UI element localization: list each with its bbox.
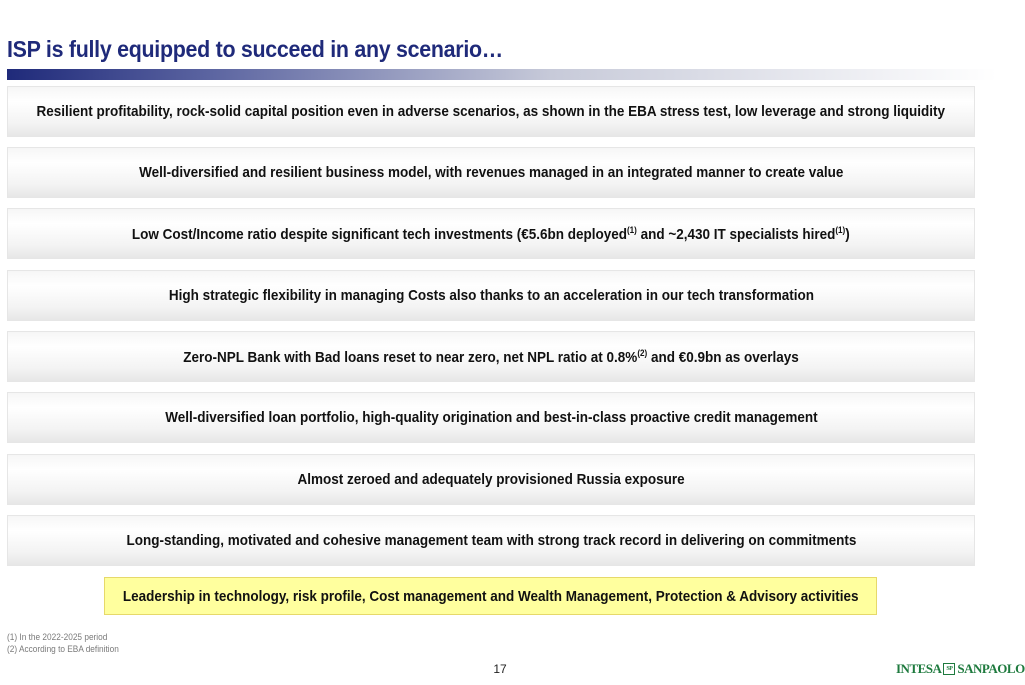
page-number: 17 (493, 662, 507, 676)
footnote-2: (2) According to EBA definition (7, 644, 119, 654)
statement-text: Almost zeroed and adequately provisioned Russia exposure (297, 471, 685, 488)
statement-text: High strategic flexibility in managing Costs also thanks to an acceleration in our tech transformation (168, 287, 814, 304)
page-title: ISP is fully equipped to succeed in any scenario… (7, 36, 503, 62)
footnotes (7, 631, 119, 655)
footnote-ref: (1) (627, 224, 638, 235)
statement-box-3 (7, 208, 975, 259)
statement-box-4 (7, 270, 975, 321)
statement-text: Well-diversified and resilient business model, with revenues managed in an integrated manner to create value (138, 164, 844, 181)
statement-box-5 (7, 331, 975, 382)
statement-box-8 (7, 515, 975, 566)
footnote-ref: (2) (637, 347, 648, 358)
statement-box-2 (7, 147, 975, 198)
seal-icon: SP (943, 663, 955, 675)
statement-text: Resilient profitability, rock-solid capital position even in adverse scenarios, as shown in the EBA stress test, low leverage and strong liquidity (36, 103, 946, 120)
statement-text: Long-standing, motivated and cohesive management team with strong track record in delivering on commitments (126, 532, 856, 549)
highlight-box (104, 577, 877, 615)
title-underline-bar (7, 69, 997, 80)
statement-box-7 (7, 454, 975, 505)
intesa-sanpaolo-logo: INTESA SP SANPAOLO (896, 661, 1025, 676)
statement-text: Low Cost/Income ratio despite significant tech investments (€5.6bn deployed$^{(1)}$ and ~2,430 IT specialists hired$^{(1)}$) (132, 224, 850, 243)
highlight-text: Leadership in technology, risk profile, Cost management and Wealth Management, Protection & Advisory activities (122, 587, 859, 605)
statement-text: Zero-NPL Bank with Bad loans reset to near zero, net NPL ratio at 0.8%$^{(2)}$ and €0.9bn as overlays (183, 347, 799, 366)
statement-box-1 (7, 86, 975, 137)
statement-box-6 (7, 392, 975, 443)
footnote-ref: (1) (835, 224, 846, 235)
statement-text: Well-diversified loan portfolio, high-quality origination and best-in-class proactive credit management (164, 409, 818, 426)
footnote-1: (1) In the 2022-2025 period (7, 632, 108, 642)
